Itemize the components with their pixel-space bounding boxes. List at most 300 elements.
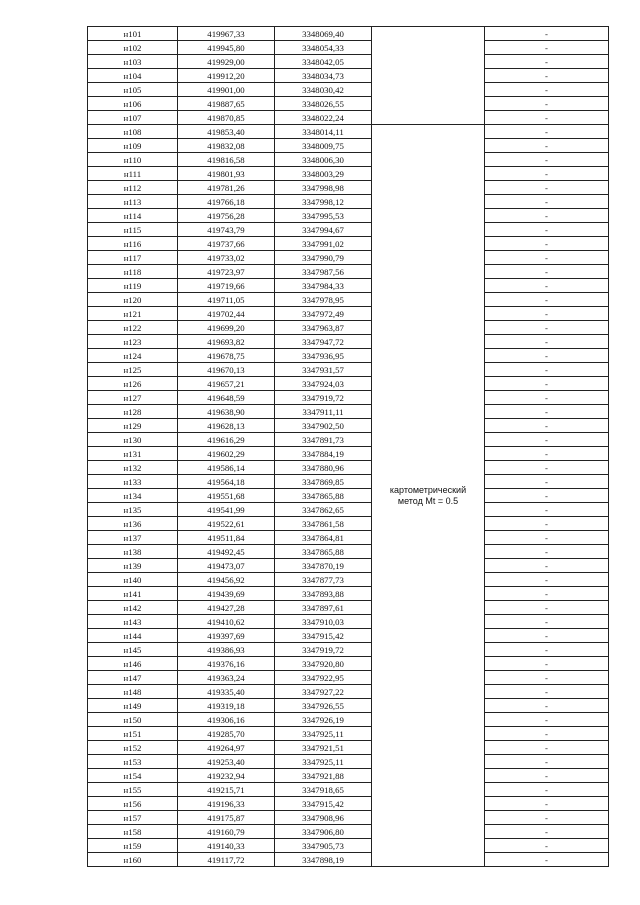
table-row: [88, 447, 609, 461]
point-number-cell: н103: [88, 55, 178, 69]
table-row: [88, 629, 609, 643]
mark-cell: -: [485, 223, 609, 237]
x-coordinate-cell: 419702,44: [178, 307, 275, 321]
table-row: [88, 27, 609, 41]
table-row: [88, 153, 609, 167]
table-row: [88, 293, 609, 307]
y-coordinate-cell: 3348006,30: [275, 153, 372, 167]
mark-cell: -: [485, 447, 609, 461]
mark-cell: -: [485, 741, 609, 755]
table-row: [88, 321, 609, 335]
y-coordinate-cell: 3347906,80: [275, 825, 372, 839]
x-coordinate-cell: 419285,70: [178, 727, 275, 741]
y-coordinate-cell: 3347884,19: [275, 447, 372, 461]
mark-cell: -: [485, 41, 609, 55]
y-coordinate-cell: 3347864,81: [275, 531, 372, 545]
y-coordinate-cell: 3348003,29: [275, 167, 372, 181]
table-row: [88, 825, 609, 839]
table-row: [88, 363, 609, 377]
table-row: [88, 699, 609, 713]
y-coordinate-cell: 3347987,56: [275, 265, 372, 279]
mark-cell: -: [485, 97, 609, 111]
mark-cell: -: [485, 265, 609, 279]
table-row: [88, 643, 609, 657]
point-number-cell: н148: [88, 685, 178, 699]
table-row: [88, 685, 609, 699]
mark-cell: -: [485, 699, 609, 713]
point-number-cell: н136: [88, 517, 178, 531]
mark-cell: -: [485, 335, 609, 349]
coordinates-table-body: [88, 27, 609, 867]
table-row: [88, 461, 609, 475]
y-coordinate-cell: 3347915,42: [275, 629, 372, 643]
x-coordinate-cell: 419264,97: [178, 741, 275, 755]
table-row: [88, 559, 609, 573]
table-row: [88, 97, 609, 111]
mark-cell: -: [485, 517, 609, 531]
point-number-cell: н154: [88, 769, 178, 783]
point-number-cell: н114: [88, 209, 178, 223]
mark-cell: -: [485, 111, 609, 125]
y-coordinate-cell: 3348009,75: [275, 139, 372, 153]
table-row: [88, 307, 609, 321]
x-coordinate-cell: 419511,84: [178, 531, 275, 545]
y-coordinate-cell: 3347865,88: [275, 545, 372, 559]
table-row: [88, 125, 609, 139]
x-coordinate-cell: 419945,80: [178, 41, 275, 55]
table-row: [88, 811, 609, 825]
point-number-cell: н110: [88, 153, 178, 167]
y-coordinate-cell: 3347995,53: [275, 209, 372, 223]
point-number-cell: н116: [88, 237, 178, 251]
mark-cell: -: [485, 433, 609, 447]
mark-cell: -: [485, 615, 609, 629]
x-coordinate-cell: 419117,72: [178, 853, 275, 867]
y-coordinate-cell: 3347898,19: [275, 853, 372, 867]
point-number-cell: н156: [88, 797, 178, 811]
table-row: [88, 111, 609, 125]
method-cell: [372, 27, 485, 125]
table-row: [88, 727, 609, 741]
x-coordinate-cell: 419376,16: [178, 657, 275, 671]
x-coordinate-cell: 419586,14: [178, 461, 275, 475]
table-row: [88, 713, 609, 727]
mark-cell: -: [485, 251, 609, 265]
point-number-cell: н135: [88, 503, 178, 517]
y-coordinate-cell: 3347925,11: [275, 755, 372, 769]
x-coordinate-cell: 419140,33: [178, 839, 275, 853]
mark-cell: -: [485, 489, 609, 503]
table-row: [88, 237, 609, 251]
mark-cell: -: [485, 419, 609, 433]
mark-cell: -: [485, 405, 609, 419]
mark-cell: -: [485, 293, 609, 307]
table-row: [88, 853, 609, 867]
mark-cell: -: [485, 713, 609, 727]
mark-cell: -: [485, 755, 609, 769]
mark-cell: -: [485, 125, 609, 139]
mark-cell: -: [485, 209, 609, 223]
point-number-cell: н131: [88, 447, 178, 461]
table-row: [88, 783, 609, 797]
x-coordinate-cell: 419306,16: [178, 713, 275, 727]
y-coordinate-cell: 3347877,73: [275, 573, 372, 587]
point-number-cell: н117: [88, 251, 178, 265]
point-number-cell: н142: [88, 601, 178, 615]
x-coordinate-cell: 419215,71: [178, 783, 275, 797]
point-number-cell: н119: [88, 279, 178, 293]
y-coordinate-cell: 3347919,72: [275, 391, 372, 405]
x-coordinate-cell: 419853,40: [178, 125, 275, 139]
y-coordinate-cell: 3347870,19: [275, 559, 372, 573]
method-text-line: метод Mt = 0.5: [397, 495, 459, 506]
y-coordinate-cell: 3347921,51: [275, 741, 372, 755]
coordinates-table: [87, 26, 609, 867]
mark-cell: -: [485, 839, 609, 853]
point-number-cell: н139: [88, 559, 178, 573]
point-number-cell: н125: [88, 363, 178, 377]
point-number-cell: н145: [88, 643, 178, 657]
table-row: [88, 391, 609, 405]
point-number-cell: н113: [88, 195, 178, 209]
point-number-cell: н146: [88, 657, 178, 671]
point-number-cell: н151: [88, 727, 178, 741]
point-number-cell: н101: [88, 27, 178, 41]
mark-cell: -: [485, 461, 609, 475]
y-coordinate-cell: 3347922,95: [275, 671, 372, 685]
point-number-cell: н152: [88, 741, 178, 755]
point-number-cell: н120: [88, 293, 178, 307]
y-coordinate-cell: 3348069,40: [275, 27, 372, 41]
x-coordinate-cell: 419628,13: [178, 419, 275, 433]
point-number-cell: н144: [88, 629, 178, 643]
y-coordinate-cell: 3347972,49: [275, 307, 372, 321]
point-number-cell: н134: [88, 489, 178, 503]
table-row: [88, 545, 609, 559]
point-number-cell: н122: [88, 321, 178, 335]
point-number-cell: н130: [88, 433, 178, 447]
x-coordinate-cell: 419648,59: [178, 391, 275, 405]
table-row: [88, 531, 609, 545]
table-row: [88, 279, 609, 293]
x-coordinate-cell: 419967,33: [178, 27, 275, 41]
mark-cell: -: [485, 853, 609, 867]
point-number-cell: н121: [88, 307, 178, 321]
table-row: [88, 475, 609, 489]
x-coordinate-cell: 419638,90: [178, 405, 275, 419]
mark-cell: -: [485, 587, 609, 601]
x-coordinate-cell: 419887,65: [178, 97, 275, 111]
mark-cell: -: [485, 545, 609, 559]
table-row: [88, 251, 609, 265]
x-coordinate-cell: 419657,21: [178, 377, 275, 391]
y-coordinate-cell: 3347891,73: [275, 433, 372, 447]
point-number-cell: н159: [88, 839, 178, 853]
point-number-cell: н126: [88, 377, 178, 391]
table-row: [88, 615, 609, 629]
mark-cell: -: [485, 167, 609, 181]
point-number-cell: н132: [88, 461, 178, 475]
point-number-cell: н104: [88, 69, 178, 83]
x-coordinate-cell: 419492,45: [178, 545, 275, 559]
x-coordinate-cell: 419870,85: [178, 111, 275, 125]
y-coordinate-cell: 3347880,96: [275, 461, 372, 475]
y-coordinate-cell: 3347861,58: [275, 517, 372, 531]
mark-cell: -: [485, 629, 609, 643]
x-coordinate-cell: 419160,79: [178, 825, 275, 839]
table-row: [88, 181, 609, 195]
point-number-cell: н138: [88, 545, 178, 559]
x-coordinate-cell: 419699,20: [178, 321, 275, 335]
point-number-cell: н157: [88, 811, 178, 825]
point-number-cell: н149: [88, 699, 178, 713]
x-coordinate-cell: 419733,02: [178, 251, 275, 265]
y-coordinate-cell: 3347963,87: [275, 321, 372, 335]
table-row: [88, 139, 609, 153]
x-coordinate-cell: 419319,18: [178, 699, 275, 713]
mark-cell: -: [485, 27, 609, 41]
mark-cell: -: [485, 657, 609, 671]
point-number-cell: н112: [88, 181, 178, 195]
mark-cell: -: [485, 797, 609, 811]
point-number-cell: н137: [88, 531, 178, 545]
x-coordinate-cell: 419929,00: [178, 55, 275, 69]
table-row: [88, 839, 609, 853]
y-coordinate-cell: 3347910,03: [275, 615, 372, 629]
y-coordinate-cell: 3348014,11: [275, 125, 372, 139]
mark-cell: -: [485, 377, 609, 391]
table-row: [88, 209, 609, 223]
x-coordinate-cell: 419564,18: [178, 475, 275, 489]
x-coordinate-cell: 419551,68: [178, 489, 275, 503]
method-text-line: картометрический: [389, 484, 467, 495]
mark-cell: -: [485, 195, 609, 209]
y-coordinate-cell: 3347919,72: [275, 643, 372, 657]
x-coordinate-cell: 419541,99: [178, 503, 275, 517]
mark-cell: -: [485, 531, 609, 545]
point-number-cell: н147: [88, 671, 178, 685]
mark-cell: -: [485, 181, 609, 195]
y-coordinate-cell: 3347908,96: [275, 811, 372, 825]
y-coordinate-cell: 3347865,88: [275, 489, 372, 503]
point-number-cell: н129: [88, 419, 178, 433]
x-coordinate-cell: 419678,75: [178, 349, 275, 363]
x-coordinate-cell: 419616,29: [178, 433, 275, 447]
x-coordinate-cell: 419335,40: [178, 685, 275, 699]
y-coordinate-cell: 3347994,67: [275, 223, 372, 237]
y-coordinate-cell: 3347984,33: [275, 279, 372, 293]
y-coordinate-cell: 3348042,05: [275, 55, 372, 69]
y-coordinate-cell: 3347978,95: [275, 293, 372, 307]
point-number-cell: н106: [88, 97, 178, 111]
y-coordinate-cell: 3347920,80: [275, 657, 372, 671]
y-coordinate-cell: 3347931,57: [275, 363, 372, 377]
point-number-cell: н127: [88, 391, 178, 405]
mark-cell: -: [485, 811, 609, 825]
mark-cell: -: [485, 783, 609, 797]
x-coordinate-cell: 419737,66: [178, 237, 275, 251]
point-number-cell: н115: [88, 223, 178, 237]
table-row: [88, 83, 609, 97]
x-coordinate-cell: 419386,93: [178, 643, 275, 657]
point-number-cell: н143: [88, 615, 178, 629]
mark-cell: -: [485, 237, 609, 251]
table-row: [88, 405, 609, 419]
x-coordinate-cell: 419743,79: [178, 223, 275, 237]
x-coordinate-cell: 419253,40: [178, 755, 275, 769]
mark-cell: -: [485, 475, 609, 489]
x-coordinate-cell: 419456,92: [178, 573, 275, 587]
x-coordinate-cell: 419711,05: [178, 293, 275, 307]
table-row: [88, 797, 609, 811]
table-row: [88, 167, 609, 181]
table-row: [88, 265, 609, 279]
table-row: [88, 601, 609, 615]
mark-cell: -: [485, 727, 609, 741]
table-row: [88, 335, 609, 349]
x-coordinate-cell: 419522,61: [178, 517, 275, 531]
point-number-cell: н102: [88, 41, 178, 55]
table-row: [88, 419, 609, 433]
table-row: [88, 573, 609, 587]
y-coordinate-cell: 3347911,11: [275, 405, 372, 419]
y-coordinate-cell: 3347947,72: [275, 335, 372, 349]
y-coordinate-cell: 3347927,22: [275, 685, 372, 699]
y-coordinate-cell: 3347918,65: [275, 783, 372, 797]
mark-cell: -: [485, 559, 609, 573]
mark-cell: -: [485, 279, 609, 293]
y-coordinate-cell: 3348034,73: [275, 69, 372, 83]
y-coordinate-cell: 3347990,79: [275, 251, 372, 265]
table-row: [88, 41, 609, 55]
mark-cell: -: [485, 363, 609, 377]
mark-cell: -: [485, 685, 609, 699]
point-number-cell: н123: [88, 335, 178, 349]
mark-cell: -: [485, 83, 609, 97]
table-row: [88, 517, 609, 531]
x-coordinate-cell: 419693,82: [178, 335, 275, 349]
y-coordinate-cell: 3347905,73: [275, 839, 372, 853]
point-number-cell: н107: [88, 111, 178, 125]
x-coordinate-cell: 419781,26: [178, 181, 275, 195]
mark-cell: -: [485, 671, 609, 685]
y-coordinate-cell: 3347926,19: [275, 713, 372, 727]
x-coordinate-cell: 419670,13: [178, 363, 275, 377]
y-coordinate-cell: 3347998,98: [275, 181, 372, 195]
table-row: [88, 349, 609, 363]
point-number-cell: н118: [88, 265, 178, 279]
table-row: [88, 657, 609, 671]
y-coordinate-cell: 3347869,85: [275, 475, 372, 489]
table-row: [88, 503, 609, 517]
point-number-cell: н140: [88, 573, 178, 587]
point-number-cell: н155: [88, 783, 178, 797]
mark-cell: -: [485, 321, 609, 335]
mark-cell: -: [485, 69, 609, 83]
point-number-cell: н150: [88, 713, 178, 727]
point-number-cell: н128: [88, 405, 178, 419]
point-number-cell: н133: [88, 475, 178, 489]
x-coordinate-cell: 419756,28: [178, 209, 275, 223]
mark-cell: -: [485, 139, 609, 153]
x-coordinate-cell: 419801,93: [178, 167, 275, 181]
mark-cell: -: [485, 391, 609, 405]
mark-cell: -: [485, 573, 609, 587]
table-row: [88, 587, 609, 601]
point-number-cell: н141: [88, 587, 178, 601]
mark-cell: -: [485, 643, 609, 657]
table-row: [88, 769, 609, 783]
table-row: [88, 671, 609, 685]
x-coordinate-cell: 419439,69: [178, 587, 275, 601]
mark-cell: -: [485, 601, 609, 615]
y-coordinate-cell: 3348054,33: [275, 41, 372, 55]
table-row: [88, 741, 609, 755]
table-row: [88, 755, 609, 769]
y-coordinate-cell: 3348030,42: [275, 83, 372, 97]
table-row: [88, 69, 609, 83]
point-number-cell: н111: [88, 167, 178, 181]
y-coordinate-cell: 3347925,11: [275, 727, 372, 741]
x-coordinate-cell: 419473,07: [178, 559, 275, 573]
y-coordinate-cell: 3347936,95: [275, 349, 372, 363]
y-coordinate-cell: 3347998,12: [275, 195, 372, 209]
y-coordinate-cell: 3347924,03: [275, 377, 372, 391]
point-number-cell: н108: [88, 125, 178, 139]
table-row: [88, 377, 609, 391]
mark-cell: -: [485, 153, 609, 167]
x-coordinate-cell: 419427,28: [178, 601, 275, 615]
table-row: [88, 55, 609, 69]
y-coordinate-cell: 3347902,50: [275, 419, 372, 433]
x-coordinate-cell: 419901,00: [178, 83, 275, 97]
x-coordinate-cell: 419410,62: [178, 615, 275, 629]
point-number-cell: н105: [88, 83, 178, 97]
point-number-cell: н153: [88, 755, 178, 769]
y-coordinate-cell: 3347921,88: [275, 769, 372, 783]
point-number-cell: н124: [88, 349, 178, 363]
method-cell: [372, 125, 485, 867]
y-coordinate-cell: 3348026,55: [275, 97, 372, 111]
table-row: [88, 489, 609, 503]
x-coordinate-cell: 419397,69: [178, 629, 275, 643]
mark-cell: -: [485, 349, 609, 363]
table-row: [88, 195, 609, 209]
mark-cell: -: [485, 769, 609, 783]
x-coordinate-cell: 419766,18: [178, 195, 275, 209]
x-coordinate-cell: 419175,87: [178, 811, 275, 825]
table-row: [88, 223, 609, 237]
y-coordinate-cell: 3347893,88: [275, 587, 372, 601]
point-number-cell: н109: [88, 139, 178, 153]
x-coordinate-cell: 419816,58: [178, 153, 275, 167]
y-coordinate-cell: 3347862,65: [275, 503, 372, 517]
x-coordinate-cell: 419832,08: [178, 139, 275, 153]
x-coordinate-cell: 419912,20: [178, 69, 275, 83]
x-coordinate-cell: 419232,94: [178, 769, 275, 783]
y-coordinate-cell: 3347897,61: [275, 601, 372, 615]
x-coordinate-cell: 419363,24: [178, 671, 275, 685]
x-coordinate-cell: 419196,33: [178, 797, 275, 811]
point-number-cell: н160: [88, 853, 178, 867]
x-coordinate-cell: 419719,66: [178, 279, 275, 293]
x-coordinate-cell: 419723,97: [178, 265, 275, 279]
table-row: [88, 433, 609, 447]
mark-cell: -: [485, 503, 609, 517]
y-coordinate-cell: 3348022,24: [275, 111, 372, 125]
mark-cell: -: [485, 825, 609, 839]
y-coordinate-cell: 3347926,55: [275, 699, 372, 713]
